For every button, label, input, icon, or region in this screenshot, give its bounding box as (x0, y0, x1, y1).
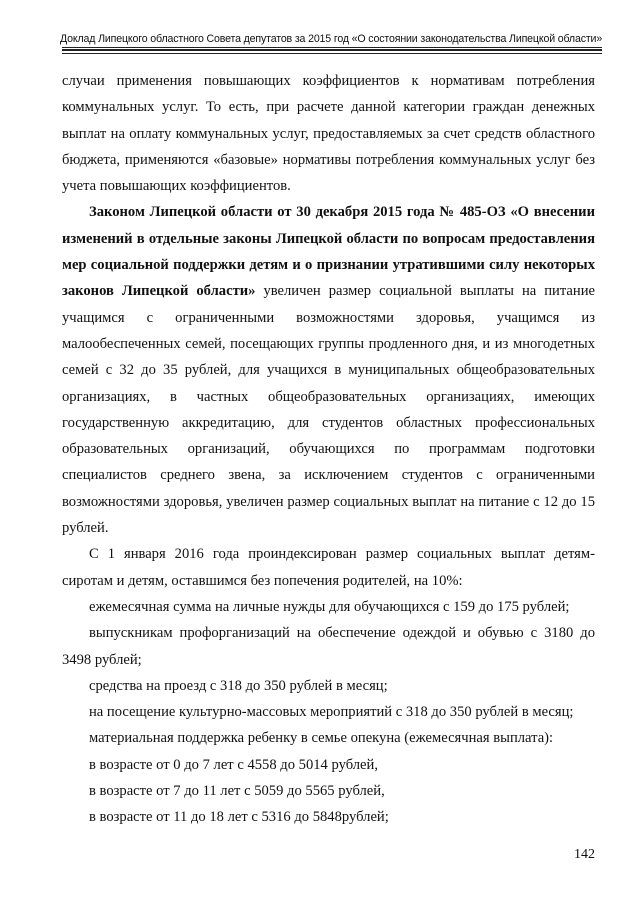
list-item-age-0-7: в возрасте от 0 до 7 лет с 4558 до 5014 рублей, (89, 756, 378, 773)
list-item-clothing: выпускникам профорганизаций на обеспечение одеждой и обувью с 3180 до 3498 рублей; (62, 625, 595, 668)
page-number: 142 (574, 847, 595, 862)
running-header: Доклад Липецкого областного Совета депутатов за 2015 год «О состоянии законодательства Липецкой области» (60, 33, 603, 45)
page-body (62, 68, 595, 831)
list-item-personal-needs: ежемесячная сумма на личные нужды для обучающихся с 159 до 175 рублей; (89, 598, 570, 615)
list-item-age-11-18: в возрасте от 11 до 18 лет с 5316 до 5848рублей; (89, 809, 389, 826)
list-item-travel: средства на проезд с 318 до 350 рублей в месяц; (89, 677, 388, 694)
law-title-bold: Законом Липецкой области от 30 декабря 2015 года № 485-ОЗ «О внесении изменений в отдельные законы Липецкой области по вопросам предоставления мер социальной поддержки детям и о признании утратившими силу некоторых законов Липецкой области» (62, 204, 595, 300)
paragraph-coefficients: случаи применения повышающих коэффициентов к нормативам потребления коммунальных услуг. То есть, при расчете данной категории граждан денежных выплат на оплату коммунальных услуг, предоставляемых за счет средств областного бюджета, применяются «базовые» нормативы потребления коммунальных услуг без учета повышающих коэффициентов. (62, 73, 595, 195)
law-description: увеличен размер социальной выплаты на питание учащимся с ограниченными возможностями здоровья, учащимся из малообеспеченных семей, посещающих группы продленного дня, и из многодетных семей с 32 до 35 рублей, для учащихся в муниципальных общеобразовательных организациях, в частных общеобразовательных организациях, имеющих государственную аккредитацию, для студентов областных профессиональных образовательных организаций, обучающихся по программам подготовки специалистов среднего звена, за исключением студентов с ограниченными возможностями здоровья, увеличен размер социальных выплат на питание с 12 до 15 рублей. (62, 283, 595, 537)
paragraph-indexation: С 1 января 2016 года проиндексирован размер социальных выплат детям-сиротам и детям, оставшимся без попечения родителей, на 10%: (62, 546, 595, 589)
header-rule-thick (62, 49, 602, 51)
header-rule (62, 47, 602, 48)
header-rule (62, 53, 602, 54)
list-item-guardian-support: материальная поддержка ребенку в семье опекуна (ежемесячная выплата): (89, 730, 554, 747)
list-item-age-7-11: в возрасте от 7 до 11 лет с 5059 до 5565 рублей, (89, 783, 385, 800)
list-item-cultural-events: на посещение культурно-массовых мероприятий с 318 до 350 рублей в месяц; (89, 704, 574, 721)
paragraph-law-485 (62, 199, 595, 541)
